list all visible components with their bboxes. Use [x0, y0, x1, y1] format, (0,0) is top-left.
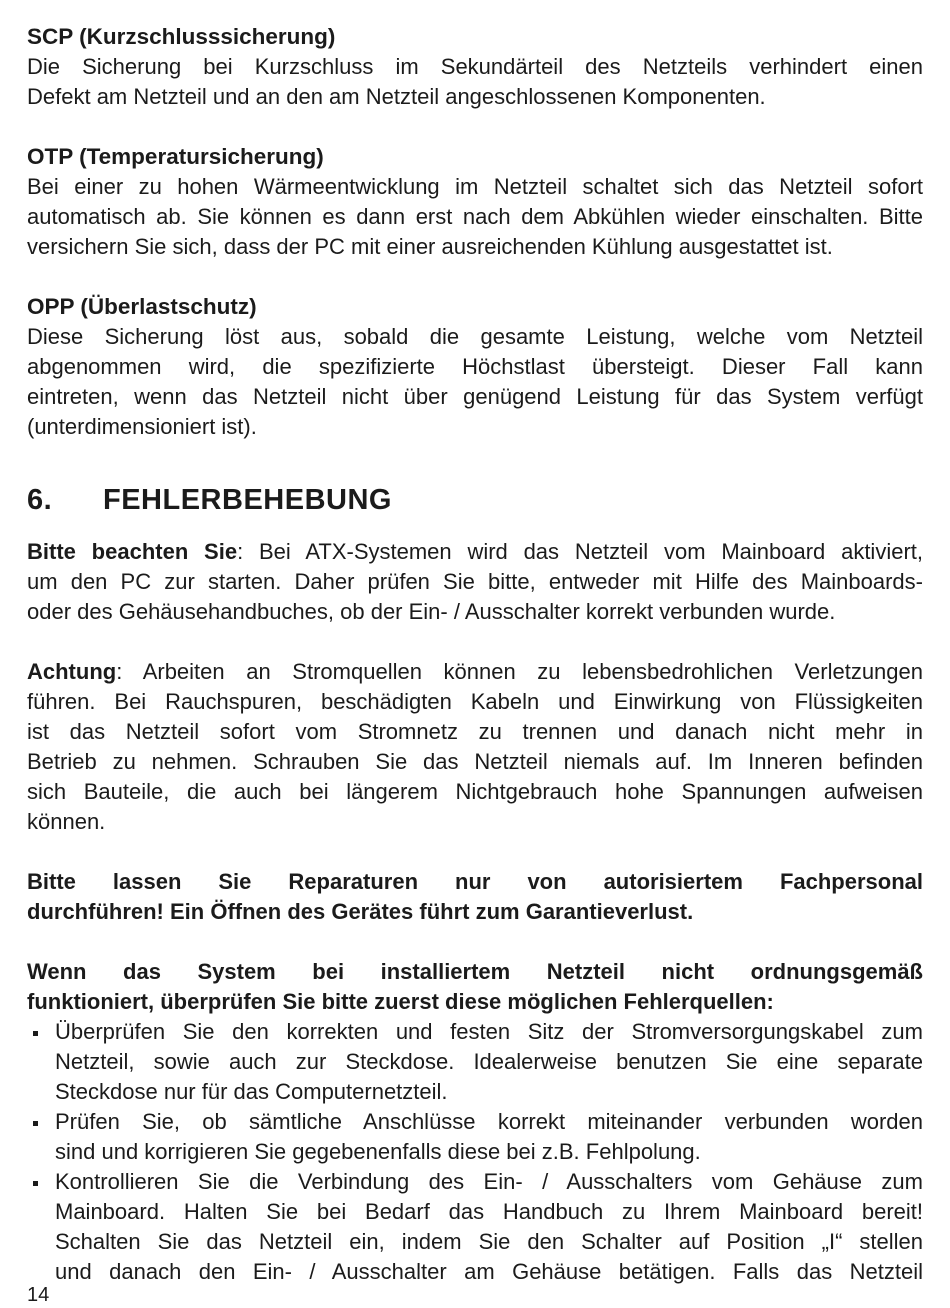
opp-line-2: abgenommen wird, die spezifizierte Höchstlast übersteigt. Dieser Fall kann: [27, 354, 923, 379]
list-item: Kontrollieren Sie die Verbindung des Ein- / Ausschalters vom Gehäuse zum Mainboard. Halten Sie bei Bedarf das Handbuch zu Ihrem Mainboard bereit! Schalten Sie das Netzteil ein, indem Sie den Schalter auf Position „I“ stellen und danach den Ein- / Ausschalter am Gehäuse betätigen. Falls das Netzteil: [27, 1167, 923, 1287]
scp-line-1: Die Sicherung bei Kurzschluss im Sekundärteil des Netzteils verhindert einen: [27, 54, 923, 79]
otp-heading: OTP (Temperatursicherung): [27, 144, 324, 169]
chapter-heading: [27, 480, 923, 520]
warning-line-3: ist das Netzteil sofort vom Stromnetz zu trennen und danach nicht mehr in: [27, 719, 923, 744]
list-item: Überprüfen Sie den korrekten und festen Sitz der Stromversorgungskabel zum Netzteil, sowie auch zur Steckdose. Idealerweise benutzen Sie eine separate Steckdose nur für das Computernetzteil.: [27, 1017, 923, 1107]
warning-line-1: Achtung: Arbeiten an Stromquellen können zu lebensbedrohlichen Verletzungen: [27, 659, 923, 684]
section-opp: [27, 292, 923, 442]
repair-line-2: durchführen! Ein Öffnen des Gerätes führt zum Garantieverlust.: [27, 899, 694, 924]
bullet-icon: [33, 1181, 38, 1186]
otp-line-1: Bei einer zu hohen Wärmeentwicklung im Netzteil schaltet sich das Netzteil sofort: [27, 174, 923, 199]
note-line-3: oder des Gehäusehandbuches, ob der Ein- / Ausschalter korrekt verbunden wurde.: [27, 599, 836, 624]
warning-label: Achtung: [27, 659, 117, 684]
opp-heading: OPP (Überlastschutz): [27, 294, 257, 319]
otp-line-3: versichern Sie sich, dass der PC mit einer ausreichenden Kühlung ausgestattet ist.: [27, 234, 833, 259]
warning-line-5: sich Bauteile, die auch bei längerem Nichtgebrauch hohe Spannungen aufweisen: [27, 779, 923, 804]
repair-notice: [27, 867, 923, 927]
warning-line-4: Betrieb zu nehmen. Schrauben Sie das Netzteil niemals auf. Im Inneren befinden: [27, 749, 923, 774]
otp-line-2: automatisch ab. Sie können es dann erst nach dem Abkühlen wieder einschalten. Bitte: [27, 204, 923, 229]
scp-line-2: Defekt am Netzteil und an den am Netzteil angeschlossenen Komponenten.: [27, 84, 766, 109]
section-otp: [27, 142, 923, 262]
scp-heading: SCP (Kurzschlusssicherung): [27, 24, 336, 49]
troubleshoot-line-1: Wenn das System bei installiertem Netzteil nicht ordnungsgemäß: [27, 959, 923, 984]
list-item: Prüfen Sie, ob sämtliche Anschlüsse korrekt miteinander verbunden worden sind und korrigieren Sie gegebenenfalls diese bei z.B. Fehlpolung.: [27, 1107, 923, 1167]
opp-line-1: Diese Sicherung löst aus, sobald die gesamte Leistung, welche vom Netzteil: [27, 324, 923, 349]
chapter-number: 6.: [27, 484, 53, 516]
warning-line-2: führen. Bei Rauchspuren, beschädigten Kabeln und Einwirkung von Flüssigkeiten: [27, 689, 923, 714]
bullet-icon: [33, 1121, 38, 1126]
warning-paragraph: [27, 657, 923, 837]
opp-line-3: eintreten, wenn das Netzteil nicht über genügend Leistung für das System verfügt: [27, 384, 923, 409]
note-paragraph: [27, 537, 923, 627]
repair-line-1: Bitte lassen Sie Reparaturen nur von autorisiertem Fachpersonal: [27, 869, 923, 894]
troubleshoot-list: [27, 1017, 923, 1287]
troubleshoot-line-2: funktioniert, überprüfen Sie bitte zuerst diese möglichen Fehlerquellen:: [27, 989, 774, 1014]
chapter-title: FEHLERBEHEBUNG: [103, 484, 392, 516]
warning-line-6: können.: [27, 809, 106, 834]
opp-line-4: (unterdimensioniert ist).: [27, 414, 257, 439]
note-label: Bitte beachten Sie: [27, 539, 238, 564]
bullet-icon: [33, 1031, 38, 1036]
note-line-2: um den PC zur starten. Daher prüfen Sie bitte, entweder mit Hilfe des Mainboards-: [27, 569, 923, 594]
troubleshoot-section: [27, 957, 923, 1287]
note-line-1: Bitte beachten Sie: Bei ATX-Systemen wird das Netzteil vom Mainboard aktiviert,: [27, 539, 923, 564]
page-content: [27, 22, 923, 1287]
section-scp: [27, 22, 923, 112]
page-number: 14: [27, 1284, 50, 1306]
